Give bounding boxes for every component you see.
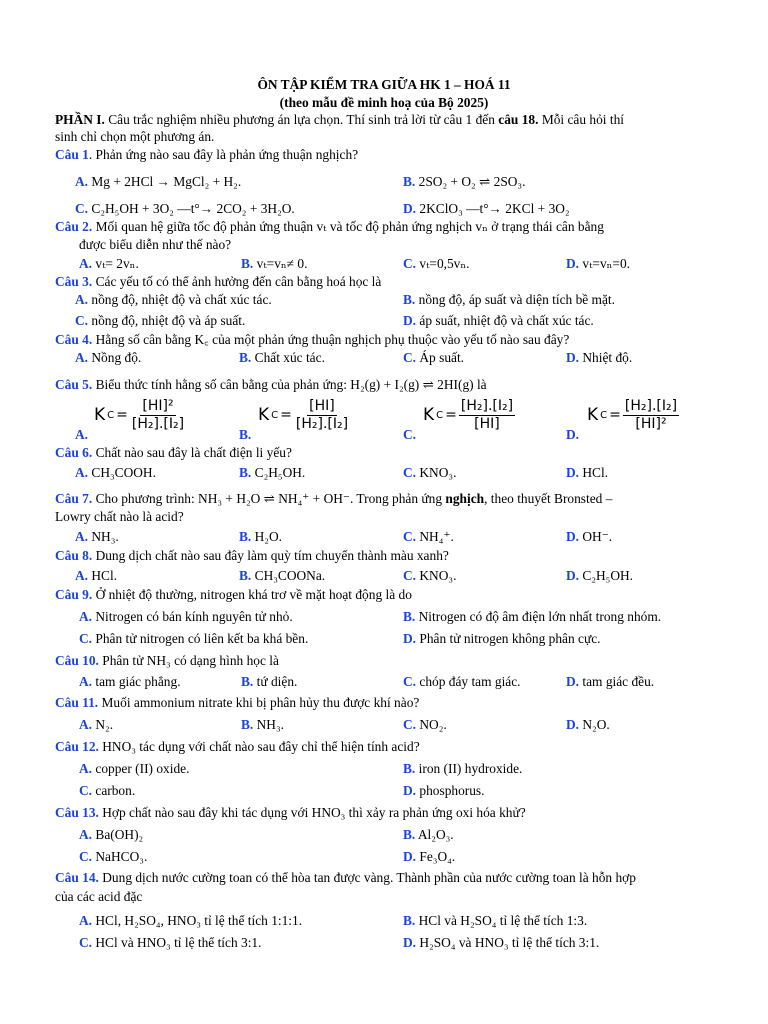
option-text: HCl. [91,568,118,583]
question-stem: Muối ammonium nitrate khi bị phân hủy thu được khí nào? [98,695,420,710]
question-5 [55,376,487,393]
question-label: Câu 8. [55,548,93,563]
question-stem: Biểu thức tính hằng số cân bằng của phản ứng: H₂(g) + I₂(g) ⇌ 2HI(g) là [92,377,487,392]
question-14-cont: của các acid đặc [55,889,143,904]
option-text: 2KClO₃ —t°→ 2KCl + 3O₂ [419,201,570,216]
option-text: tam giác phẳng. [95,674,181,689]
option-letter: B. [403,827,416,842]
question-10 [55,652,279,669]
option-letter: B. [239,568,252,583]
q5-option-d-formula: K C = $\frac{\text{[H₂].[I₂]}}{\text{[HI]²}}$ [587,398,678,432]
q13-option-d [403,848,455,865]
question-9 [55,586,412,603]
option-letter: C. [75,201,89,216]
question-label: Câu 1 [55,147,89,162]
q4-option-a [75,349,141,366]
denominator: [HI] [474,416,500,432]
option-letter: D. [403,849,417,864]
option-letter: C. [79,935,93,950]
question-12 [55,738,420,755]
option-letter: C. [403,465,417,480]
q8-option-d [566,567,633,584]
option-text: N₂. [95,717,114,732]
option-text: NH₃. [91,529,119,544]
option-text: C₂H₅OH. [254,465,306,480]
option-text: KNO₃. [419,465,457,480]
option-letter: B. [403,761,416,776]
option-letter: C. [79,783,93,798]
option-letter: C. [75,313,89,328]
question-11 [55,694,419,711]
option-letter: D. [566,427,580,442]
option-letter: A. [79,256,93,271]
option-letter: A. [79,913,93,928]
question-stem: Các yếu tố có thể ảnh hưởng đến cân bằng hoá học là [92,274,382,289]
option-letter: C. [79,849,93,864]
option-text: Phân tử nitrogen không phân cực. [419,631,601,646]
question-stem: HNO₃ tác dụng với chất nào sau đây chỉ thể hiện tính acid? [98,739,420,754]
question-label: Câu 14. [55,870,99,885]
question-stem: Dung dịch nước cường toan có thể hòa tan được vàng. Thành phần của nước cường toan là hỗn hợp [98,870,636,885]
part1-line [55,111,624,128]
option-text: CH₃COONa. [254,568,326,583]
q7-option-d [566,528,612,545]
option-letter: C. [403,256,417,271]
option-text: copper (II) oxide. [95,761,190,776]
q2-option-b [241,255,307,272]
q9-option-b [403,608,661,625]
option-text: Fe₃O₄. [419,849,456,864]
option-letter: A. [79,827,93,842]
denominator: [H₂].[I₂] [295,416,349,432]
option-text: Phân tử nitrogen có liên kết ba khá bền. [95,631,309,646]
question-label: Câu 12. [55,739,99,754]
option-text: 2SO₂ + O₂ ⇌ 2SO₃. [418,174,526,189]
question-label: Câu 6. [55,445,93,460]
q6-option-a [75,464,156,481]
q14-option-c [79,934,261,951]
option-text: vₜ=0,5vₙ. [419,256,470,271]
kc-symbol: K [423,405,435,426]
q14-option-d [403,934,599,951]
option-text: áp suất, nhiệt độ và chất xúc tác. [419,313,594,328]
q13-option-c [79,848,147,865]
option-letter: B. [241,674,254,689]
option-letter: D. [403,935,417,950]
option-letter: A. [75,350,89,365]
option-letter: A. [79,674,93,689]
question-label: Câu 9. [55,587,93,602]
q10-option-a [79,673,181,690]
q2-option-c [403,255,470,272]
question-label: Câu 4. [55,332,93,347]
option-text: Nitrogen có bán kính nguyên tử nhỏ. [95,609,293,624]
option-letter: A. [79,761,93,776]
question-label: Câu 7. [55,491,93,506]
option-letter: C. [403,717,417,732]
q5-option-b-letter [239,426,251,443]
q5-option-b-formula: K C = $\frac{[HI]}{\text{[H₂].[I₂]}}$ [258,398,349,432]
question-stem: Chất nào sau đây là chất điện li yếu? [92,445,292,460]
part1-label: PHẦN I. [55,112,105,127]
option-text: Ba(OH)₂ [95,827,144,842]
option-text: phosphorus. [419,783,485,798]
q10-option-c [403,673,521,690]
q5-option-a-formula: K C = $\frac{\text{[HI]²}}{\text{[H₂].[I₂]}}$ [94,398,185,432]
option-text: vₜ= 2vₙ. [95,256,139,271]
option-text: CH₃COOH. [91,465,156,480]
fraction [459,398,515,433]
kc-symbol: K [587,405,599,426]
q9-option-a [79,608,293,625]
part1-text1: Câu trắc nghiệm nhiều phương án lựa chọn. Thí sinh trả lời từ câu 1 đến [104,112,499,127]
question-label: Câu 10. [55,653,99,668]
option-text: OH⁻. [582,529,613,544]
q1-option-a [75,173,241,190]
option-text: Nhiệt độ. [582,350,633,365]
q2-option-d [566,255,630,272]
option-text: KNO₃. [419,568,457,583]
question-stem: Phân tử NH₃ có dạng hình học là [98,653,279,668]
option-text: N₂O. [582,717,610,732]
question-2-cont: được biểu diễn như thế nào? [79,237,232,252]
option-letter: B. [403,174,416,189]
q4-option-b [239,349,325,366]
option-letter: C. [403,427,417,442]
option-letter: B. [239,465,252,480]
q1-option-d [403,200,570,217]
question-3 [55,273,381,290]
q11-option-c [403,716,447,733]
q11-option-b [241,716,284,733]
option-text: NH₄⁺. [419,529,454,544]
option-letter: A. [75,292,89,307]
fraction [130,398,186,433]
q3-option-b [403,291,615,308]
q3-option-a [75,291,272,308]
q9-option-d [403,630,601,647]
question-stem: Ở nhiệt độ thường, nitrogen khá trơ về mặt hoạt động là do [92,587,412,602]
option-text: C₂H₅OH. [582,568,634,583]
q5-option-c-letter [403,426,416,443]
question-13 [55,804,526,821]
question-stem-bold: nghịch [445,491,485,506]
q9-option-c [79,630,308,647]
option-letter: A. [79,609,93,624]
option-letter: B. [241,717,254,732]
kc-subscript: C [436,410,444,421]
option-letter: B. [239,427,252,442]
q4-option-c [403,349,464,366]
q5-option-a-letter [75,426,88,443]
option-text: Chất xúc tác. [254,350,325,365]
q6-option-b [239,464,305,481]
question-label: Câu 3. [55,274,93,289]
question-label: Câu 2. [55,219,93,234]
option-text: tứ diện. [256,674,298,689]
q11-option-a [79,716,113,733]
q8-option-b [239,567,325,584]
option-letter: B. [239,529,252,544]
option-letter: A. [75,465,89,480]
option-letter: B. [239,350,252,365]
option-text: nồng độ, nhiệt độ và chất xúc tác. [91,292,272,307]
q7-option-a [75,528,119,545]
option-text: NaHCO₃. [95,849,148,864]
option-letter: B. [403,292,416,307]
q6-option-d [566,464,608,481]
q10-option-d [566,673,654,690]
question-14 [55,869,636,886]
numerator: [H₂].[I₂] [624,398,678,414]
q1-option-c [75,200,295,217]
option-text: vₜ=vₙ≠ 0. [256,256,308,271]
kc-subscript: C [600,410,608,421]
denominator: [H₂].[I₂] [131,416,185,432]
option-text: HCl và HNO₃ tỉ lệ thể tích 3:1. [95,935,262,950]
option-letter: A. [75,427,89,442]
option-text: Al₂O₃. [417,827,454,842]
q12-option-b [403,760,522,777]
q12-option-d [403,782,485,799]
doc-subtitle: (theo mẫu đề minh hoạ của Bộ 2025) [279,95,489,110]
q14-option-b [403,912,587,929]
question-stem: Cho phương trình: NH₃ + H₂O ⇌ NH₄⁺ + OH⁻. Trong phản ứng [92,491,446,506]
option-letter: B. [403,609,416,624]
option-letter: C. [403,674,417,689]
question-label: Câu 11. [55,695,99,710]
option-letter: A. [79,717,93,732]
option-text: HCl, H₂SO₄, HNO₃ tỉ lệ thể tích 1:1:1. [95,913,303,928]
option-letter: D. [566,568,580,583]
question-1 [55,146,358,163]
kc-subscript: C [271,410,279,421]
option-text: H₂O. [254,529,282,544]
q12-option-c [79,782,135,799]
part1-bold: câu 18. [498,112,539,127]
q4-option-d [566,349,632,366]
doc-title: ÔN TẬP KIỂM TRA GIỮA HK 1 – HOÁ 11 [257,77,511,92]
question-7-cont: Lowry chất nào là acid? [55,509,184,524]
q8-option-c [403,567,456,584]
q14-option-a [79,912,302,929]
question-stem: . Phản ứng nào sau đây là phản ứng thuận nghịch? [88,147,359,162]
option-letter: A. [75,529,89,544]
option-letter: D. [403,201,417,216]
q8-option-a [75,567,117,584]
option-text: tam giác đều. [582,674,655,689]
q3-option-c [75,312,245,329]
q11-option-d [566,716,610,733]
question-4 [55,331,569,348]
numerator: [H₂].[I₂] [460,398,514,414]
question-stem: Dung dịch chất nào sau đây làm quỳ tím chuyển thành màu xanh? [92,548,449,563]
option-text: C₂H₅OH + 3O₂ —t°→ 2CO₂ + 3H₂O. [91,201,295,216]
option-letter: D. [403,313,417,328]
q5-option-c-formula: K C = $\frac{\text{[H₂].[I₂]}}{[HI]}$ [423,398,514,432]
option-letter: D. [566,529,580,544]
numerator: [HI] [309,398,335,414]
question-6 [55,444,292,461]
option-text: Áp suất. [419,350,465,365]
option-letter: D. [566,350,580,365]
question-stem: Hợp chất nào sau đây khi tác dụng với HNO₃ thì xảy ra phản ứng oxi hóa khử? [98,805,526,820]
option-letter: D. [566,717,580,732]
q12-option-a [79,760,189,777]
kc-subscript: C [107,410,115,421]
kc-symbol: K [94,405,106,426]
q2-option-a [79,255,139,272]
option-letter: A. [75,174,89,189]
numerator: [HI]² [142,398,174,414]
option-text: nồng độ, áp suất và diện tích bề mặt. [418,292,615,307]
option-text: chóp đáy tam giác. [419,674,521,689]
q3-option-d [403,312,594,329]
option-text: HCl. [582,465,609,480]
part1-line2: sinh chỉ chọn một phương án. [55,129,215,144]
option-text: H₂SO₄ và HNO₃ tỉ lệ thể tích 3:1. [419,935,600,950]
denominator: [HI]² [635,416,667,432]
question-stem: Mối quan hệ giữa tốc độ phản ứng thuận vₜ và tốc độ phản ứng nghịch vₙ ở trạng thái cân bằng [92,219,604,234]
option-text: Nồng độ. [91,350,142,365]
option-text: nồng độ, nhiệt độ và áp suất. [91,313,246,328]
q10-option-b [241,673,297,690]
option-letter: D. [566,256,580,271]
question-stem: Hằng số cân bằng K꜀ của một phản ứng thuận nghịch phụ thuộc vào yếu tố nào sau đây? [92,332,570,347]
option-text: Nitrogen có độ âm điện lớn nhất trong nhóm. [418,609,662,624]
q6-option-c [403,464,456,481]
q7-option-b [239,528,282,545]
question-8 [55,547,449,564]
question-label: Câu 13. [55,805,99,820]
q13-option-a [79,826,143,843]
option-letter: C. [403,529,417,544]
option-letter: D. [566,674,580,689]
question-7 [55,490,612,507]
option-letter: C. [403,350,417,365]
kc-symbol: K [258,405,270,426]
option-text: vₜ=vₙ=0. [582,256,631,271]
q7-option-c [403,528,454,545]
fraction [623,398,679,433]
question-stem: , theo thuyết Bronsted – [484,491,613,506]
option-text: NO₂. [419,717,447,732]
option-text: Mg + 2HCl → MgCl₂ + H₂. [91,174,242,189]
option-letter: D. [403,631,417,646]
option-letter: B. [403,913,416,928]
option-text: HCl và H₂SO₄ tỉ lệ thể tích 1:3. [418,913,588,928]
option-letter: D. [566,465,580,480]
option-letter: C. [403,568,417,583]
option-text: NH₃. [256,717,284,732]
q1-option-b [403,173,525,190]
option-letter: B. [241,256,254,271]
question-label: Câu 5. [55,377,93,392]
option-text: iron (II) hydroxide. [418,761,523,776]
q5-option-d-letter [566,426,579,443]
option-text: carbon. [95,783,136,798]
part1-text2: Mỗi câu hỏi thí [538,112,625,127]
option-letter: D. [403,783,417,798]
option-letter: A. [75,568,89,583]
fraction [294,398,350,433]
q13-option-b [403,826,454,843]
question-2 [55,218,604,235]
option-letter: C. [79,631,93,646]
